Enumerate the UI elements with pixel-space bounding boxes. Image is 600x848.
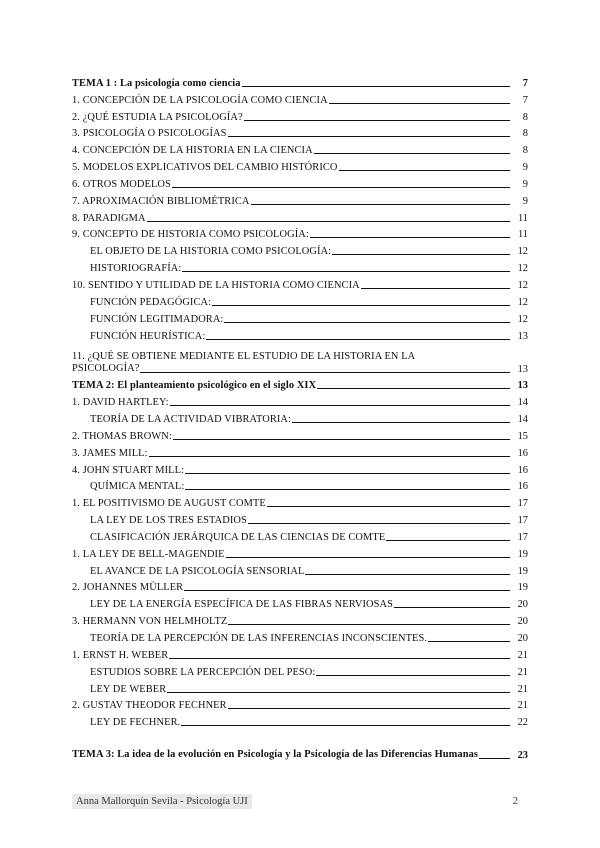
- toc-entry-title: 1. DAVID HARTLEY:: [72, 397, 169, 409]
- toc-page-number: 13: [517, 363, 528, 375]
- toc-leader-line: [140, 372, 510, 373]
- toc-entry[interactable]: [72, 158, 528, 175]
- toc-leader-line: [226, 557, 510, 558]
- toc-leader-line: [361, 288, 510, 289]
- toc-subentry[interactable]: [72, 680, 528, 697]
- toc-page-number: 12: [517, 246, 528, 258]
- toc-page-number: 17: [517, 515, 528, 527]
- toc-subentry[interactable]: [72, 629, 528, 646]
- toc-page-number: 21: [517, 666, 528, 678]
- toc-entry[interactable]: [72, 612, 528, 629]
- toc-leader-line: [228, 708, 510, 709]
- toc-entry-title: TEMA 3: La idea de la evolución en Psicología y la Psicología de las Diferencias Humanas: [72, 749, 479, 761]
- toc-entry-title: 9. CONCEPTO DE HISTORIA COMO PSICOLOGÍA:: [72, 229, 309, 241]
- toc-entry-title: 5. MODELOS EXPLICATIVOS DEL CAMBIO HISTÓRICO: [72, 162, 338, 174]
- toc-page-number: 17: [517, 531, 528, 543]
- toc-page-number: 11: [517, 212, 528, 224]
- table-of-contents: [72, 74, 528, 763]
- toc-leader-line: [332, 254, 510, 255]
- toc-leader-line: [292, 422, 510, 423]
- toc-entry-title: 11. ¿QUÉ SE OBTIENE MEDIANTE EL ESTUDIO DE LA HISTORIA EN LA PSICOLOGÍA?: [72, 350, 415, 374]
- toc-page-number: 22: [517, 717, 528, 729]
- toc-entry-title: 1. EL POSITIVISMO DE AUGUST COMTE: [72, 498, 266, 510]
- toc-leader-line: [428, 641, 510, 642]
- toc-entry-title: LEY DE FECHNER.: [90, 717, 181, 729]
- toc-page-number: 20: [517, 599, 528, 611]
- toc-entry-title: FUNCIÓN LEGITIMADORA:: [90, 313, 224, 325]
- toc-leader-line: [170, 405, 510, 406]
- toc-entry[interactable]: [72, 444, 528, 461]
- toc-leader-line: [182, 271, 510, 272]
- toc-entry[interactable]: [72, 91, 528, 108]
- toc-leader-line: [185, 489, 510, 490]
- toc-leader-line: [479, 758, 510, 759]
- toc-entry[interactable]: [72, 344, 528, 377]
- toc-page-number: 12: [517, 313, 528, 325]
- toc-entry-title: 2. THOMAS BROWN:: [72, 430, 172, 442]
- toc-entry[interactable]: [72, 393, 528, 410]
- toc-page-number: 9: [522, 162, 528, 174]
- toc-page-number: 9: [522, 195, 528, 207]
- toc-leader-line: [169, 658, 510, 659]
- toc-page-number: 7: [522, 94, 528, 106]
- toc-subentry[interactable]: [72, 410, 528, 427]
- toc-leader-line: [167, 692, 510, 693]
- toc-entry-title: 1. ERNST H. WEBER: [72, 649, 169, 661]
- toc-leader-line: [228, 136, 510, 137]
- toc-entry[interactable]: [72, 427, 528, 444]
- toc-chapter-entry[interactable]: [72, 730, 528, 763]
- toc-leader-line: [310, 237, 510, 238]
- toc-entry-title: CLASIFICACIÓN JERÁRQUICA DE LAS CIENCIAS DE COMTE: [90, 531, 386, 543]
- toc-entry-title: 1. CONCEPCIÓN DE LA PSICOLOGÍA COMO CIENCIA: [72, 94, 328, 106]
- toc-page-number: 19: [517, 565, 528, 577]
- toc-page-number: 20: [517, 633, 528, 644]
- toc-leader-line: [244, 120, 510, 121]
- toc-leader-line: [316, 675, 510, 676]
- toc-entry-title: 3. PSICOLOGÍA O PSICOLOGÍAS: [72, 128, 227, 140]
- toc-entry-title: TEMA 2: El planteamiento psicológico en el siglo XIX: [72, 380, 317, 392]
- toc-page-number: 17: [517, 498, 528, 510]
- toc-page-number: 8: [522, 128, 528, 140]
- toc-page-number: 13: [517, 330, 528, 342]
- toc-page-number: 15: [517, 430, 528, 442]
- toc-leader-line: [181, 725, 510, 726]
- footer-page-number: 2: [512, 796, 518, 807]
- toc-leader-line: [329, 103, 510, 104]
- toc-leader-line: [317, 388, 510, 389]
- toc-leader-line: [248, 523, 510, 524]
- toc-leader-line: [184, 590, 510, 591]
- toc-page-number: 16: [517, 481, 528, 493]
- toc-entry-title: ESTUDIOS SOBRE LA PERCEPCIÓN DEL PESO:: [90, 666, 316, 678]
- toc-entry-title: 2. ¿QUÉ ESTUDIA LA PSICOLOGÍA?: [72, 111, 243, 123]
- toc-subentry[interactable]: [72, 713, 528, 730]
- toc-entry-title: LA LEY DE LOS TRES ESTADIOS: [90, 515, 247, 527]
- toc-entry[interactable]: [72, 175, 528, 192]
- toc-page-number: 11: [517, 229, 528, 241]
- toc-entry-title: EL AVANCE DE LA PSICOLOGÍA SENSORIAL: [90, 565, 305, 577]
- toc-entry-title: 6. OTROS MODELOS: [72, 178, 171, 190]
- toc-leader-line: [149, 456, 510, 457]
- toc-entry-title: 4. CONCEPCIÓN DE LA HISTORIA EN LA CIENCIA: [72, 145, 313, 157]
- toc-subentry[interactable]: [72, 293, 528, 310]
- toc-leader-line: [305, 574, 510, 575]
- toc-entry-title: TEMA 1 : La psicología como ciencia: [72, 77, 241, 89]
- toc-entry-title: FUNCIÓN PEDAGÓGICA:: [90, 296, 212, 308]
- toc-entry[interactable]: [72, 192, 528, 209]
- toc-page-number: 12: [517, 296, 528, 308]
- toc-entry-title: HISTORIOGRAFÍA:: [90, 263, 182, 275]
- toc-leader-line: [242, 86, 510, 87]
- toc-page-number: 9: [522, 178, 528, 190]
- toc-chapter-entry[interactable]: [72, 377, 528, 394]
- toc-entry-title: 1. LA LEY DE BELL-MAGENDIE: [72, 548, 225, 560]
- toc-page-number: 8: [522, 145, 528, 157]
- toc-subentry[interactable]: [72, 511, 528, 528]
- toc-entry-title: FUNCIÓN HEURÍSTICA:: [90, 330, 206, 342]
- toc-leader-line: [339, 170, 510, 171]
- toc-leader-line: [206, 339, 510, 340]
- toc-entry-title: TEORÍA DE LA ACTIVIDAD VIBRATORIA:: [90, 414, 292, 426]
- toc-page-number: 21: [517, 700, 528, 712]
- toc-entry[interactable]: [72, 579, 528, 596]
- toc-entry-title: 3. JAMES MILL:: [72, 447, 148, 459]
- toc-subentry[interactable]: [72, 595, 528, 612]
- toc-entry[interactable]: [72, 141, 528, 158]
- toc-entry-title: LEY DE WEBER: [90, 683, 167, 695]
- toc-leader-line: [147, 221, 510, 222]
- toc-entry[interactable]: [72, 545, 528, 562]
- toc-page-number: 13: [517, 380, 528, 392]
- toc-chapter-entry[interactable]: [72, 74, 528, 91]
- toc-entry[interactable]: [72, 494, 528, 511]
- toc-page-number: 14: [517, 414, 528, 426]
- toc-page-number: 16: [517, 447, 528, 459]
- toc-subentry[interactable]: [72, 663, 528, 680]
- toc-subentry[interactable]: [72, 259, 528, 276]
- toc-leader-line: [394, 607, 510, 608]
- toc-leader-line: [224, 322, 510, 323]
- toc-leader-line: [228, 624, 510, 625]
- toc-page-number: 12: [517, 279, 528, 291]
- toc-entry-title: 2. JOHANNES MÜLLER: [72, 582, 184, 594]
- toc-entry-title: TEORÍA DE LA PERCEPCIÓN DE LAS INFERENCIAS INCONSCIENTES.: [90, 633, 428, 644]
- page-footer: [72, 794, 528, 814]
- toc-page-number: 8: [522, 111, 528, 123]
- toc-entry-title: 4. JOHN STUART MILL:: [72, 464, 185, 476]
- toc-entry-title: LEY DE LA ENERGÍA ESPECÍFICA DE LAS FIBRAS NERVIOSAS: [90, 599, 394, 611]
- toc-page-number: 20: [517, 616, 528, 628]
- toc-entry-title: QUÍMICA MENTAL:: [90, 481, 185, 493]
- toc-entry-title: 8. PARADIGMA: [72, 212, 146, 224]
- toc-page-number: 16: [517, 464, 528, 476]
- toc-entry-title: 10. SENTIDO Y UTILIDAD DE LA HISTORIA COMO CIENCIA: [72, 279, 360, 291]
- toc-leader-line: [251, 204, 510, 205]
- toc-entry[interactable]: [72, 226, 528, 243]
- toc-leader-line: [172, 187, 510, 188]
- footer-author: Anna Mallorquín Sevila - Psicología UJI: [72, 794, 252, 809]
- toc-leader-line: [212, 305, 510, 306]
- toc-subentry[interactable]: [72, 242, 528, 259]
- toc-entry[interactable]: [72, 697, 528, 714]
- toc-page-number: 21: [517, 649, 528, 661]
- toc-entry[interactable]: [72, 108, 528, 125]
- toc-subentry[interactable]: [72, 478, 528, 495]
- toc-page-number: 7: [522, 77, 528, 89]
- toc-leader-line: [185, 473, 510, 474]
- toc-page-number: 14: [517, 397, 528, 409]
- toc-entry[interactable]: [72, 461, 528, 478]
- toc-subentry[interactable]: [72, 562, 528, 579]
- toc-leader-line: [314, 153, 510, 154]
- toc-leader-line: [267, 506, 510, 507]
- toc-entry-title: EL OBJETO DE LA HISTORIA COMO PSICOLOGÍA:: [90, 246, 332, 258]
- toc-page-number: 19: [517, 582, 528, 594]
- toc-subentry[interactable]: [72, 528, 528, 545]
- toc-entry-title: 7. APROXIMACIÓN BIBLIOMÉTRICA: [72, 195, 250, 207]
- toc-page-number: 12: [517, 263, 528, 275]
- toc-leader-line: [173, 439, 510, 440]
- toc-entry-title: 3. HERMANN VON HELMHOLTZ: [72, 616, 228, 628]
- toc-entry-title: 2. GUSTAV THEODOR FECHNER: [72, 700, 227, 712]
- toc-page-number: 21: [517, 683, 528, 695]
- toc-leader-line: [386, 540, 510, 541]
- toc-entry[interactable]: [72, 276, 528, 293]
- toc-subentry[interactable]: [72, 327, 528, 344]
- toc-subentry[interactable]: [72, 310, 528, 327]
- toc-entry[interactable]: [72, 209, 528, 226]
- toc-page-number: 19: [517, 548, 528, 560]
- toc-page-number: 23: [517, 750, 528, 762]
- toc-entry[interactable]: [72, 125, 528, 142]
- toc-entry[interactable]: [72, 646, 528, 663]
